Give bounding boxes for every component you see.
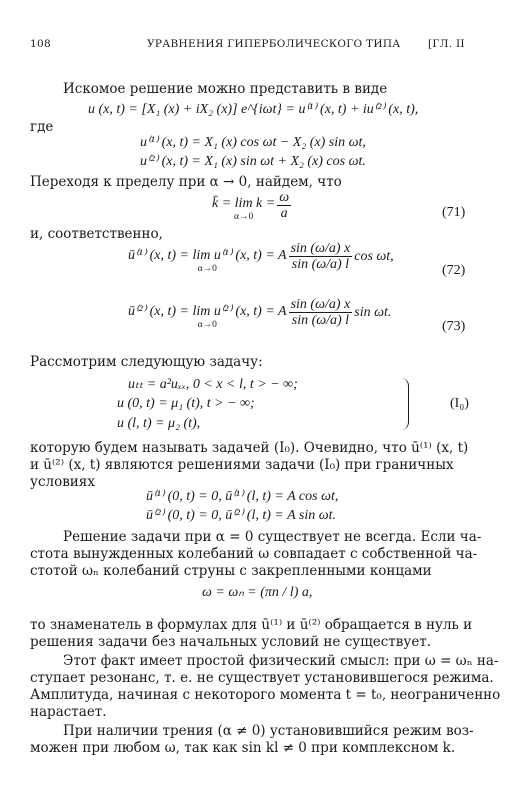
equation-73: [128, 297, 392, 330]
equation-resonance-frequency: ω = ωₙ = (πn / l) a,: [202, 585, 313, 600]
equation-72: [128, 241, 394, 274]
paragraph-denominator-1: то знаменатель в формулах для ū⁽¹⁾ и ū⁽²⁾ обращается в нуль и: [30, 617, 473, 633]
paragraph-resonance-1: Этот факт имеет простой физический смысл: при ω = ωₙ на-: [63, 653, 499, 669]
equation-number-72: (72): [442, 263, 466, 278]
equation-71: [212, 189, 293, 222]
paragraph-problem-name-1: которую будем называть задачей (I₀). Очевидно, что ū⁽¹⁾ (x, t): [30, 440, 469, 456]
eq72-frac-num: sin (ω/a) x: [290, 241, 351, 256]
eq72-left: ū⁽¹⁾ (x, t) = lim u⁽¹⁾ (x, t) = A: [128, 248, 287, 263]
eq73-right: sin ωt.: [354, 304, 392, 320]
eq71-left: k̄ = lim k =: [212, 196, 276, 211]
paragraph-friction-2: можен при любом ω, так как sin kl ≠ 0 при комплексном k.: [30, 740, 456, 756]
running-title: УРАВНЕНИЯ ГИПЕРБОЛИЧЕСКОГО ТИПА: [147, 38, 401, 50]
equation-number-I0: (I₀): [450, 396, 469, 411]
boundary-conditions-1: ū⁽¹⁾ (0, t) = 0, ū⁽¹⁾ (l, t) = A cos ωt,: [146, 489, 339, 504]
page-number: 108: [30, 38, 51, 50]
equation-u2: u⁽²⁾ (x, t) = X₁ (x) sin ωt + X₂ (x) cos ωt.: [140, 154, 366, 169]
word-where: где: [30, 119, 54, 135]
eq73-lim-sub: α→0: [197, 320, 217, 330]
eq72-right: cos ωt,: [354, 248, 394, 264]
paragraph-resonance-4: нарастает.: [30, 704, 107, 720]
eq72-frac-den: sin (ω/a) l: [291, 257, 350, 272]
paragraph-existence-3: стотой ωₙ колебаний струны с закрепленными концами: [30, 563, 432, 579]
eq71-frac-den: a: [280, 205, 288, 221]
paragraph-existence-1: Решение задачи при α = 0 существует не всегда. Если ча-: [63, 529, 482, 545]
paragraph-resonance-3: Амплитуда, начиная с некоторого момента t = t₀, неограниченно: [30, 687, 501, 703]
equation-number-73: (73): [442, 319, 466, 334]
eq71-lim-sub: α→0: [233, 212, 254, 222]
paragraph-consider-problem: Рассмотрим следующую задачу:: [30, 354, 263, 370]
paragraph-resonance-2: ступает резонанс, т. е. не существует установившегося режима.: [30, 670, 494, 686]
equation-u1: u⁽¹⁾ (x, t) = X₁ (x) cos ωt − X₂ (x) sin ωt,: [140, 135, 366, 150]
eq73-frac-num: sin (ω/a) x: [290, 297, 351, 312]
eq71-frac-num: ω: [279, 189, 290, 205]
paragraph-respectively: и, соответственно,: [30, 226, 163, 242]
system-brace: [400, 378, 409, 430]
paragraph-existence-2: стота вынужденных колебаний ω совпадает с собственной ча-: [30, 546, 478, 562]
boundary-conditions-2: ū⁽²⁾ (0, t) = 0, ū⁽²⁾ (l, t) = A sin ωt.: [146, 508, 337, 523]
system-bc-right: u (l, t) = μ₂ (t),: [117, 416, 201, 431]
paragraph-denominator-2: решения задачи без начальных условий не существует.: [30, 634, 432, 650]
eq72-lim-sub: α→0: [197, 264, 217, 274]
system-bc-left: u (0, t) = μ₁ (t), t > − ∞;: [117, 396, 255, 411]
paragraph-problem-name-2: и ū⁽²⁾ (x, t) являются решениями задачи (I₀) при граничных: [30, 457, 454, 473]
chapter-label: [ГЛ. II: [428, 38, 465, 50]
paragraph-friction-1: При наличии трения (α ≠ 0) установившийся режим воз-: [63, 723, 474, 739]
eq73-frac-den: sin (ω/a) l: [291, 313, 350, 328]
equation-complex-solution: u (x, t) = [X₁ (x) + iX₂ (x)] e^{iωt} = u⁽¹⁾ (x, t) + iu⁽²⁾ (x, t),: [88, 102, 419, 117]
paragraph-problem-name-3: условиях: [30, 474, 95, 490]
system-pde: uₜₜ = a²uₓₓ, 0 < x < l, t > − ∞;: [128, 377, 298, 392]
eq73-left: ū⁽²⁾ (x, t) = lim u⁽²⁾ (x, t) = A: [128, 304, 287, 319]
paragraph-intro: Искомое решение можно представить в виде: [63, 81, 388, 97]
paragraph-limit: Переходя к пределу при α → 0, найдем, что: [30, 174, 342, 190]
equation-number-71: (71): [442, 205, 466, 220]
